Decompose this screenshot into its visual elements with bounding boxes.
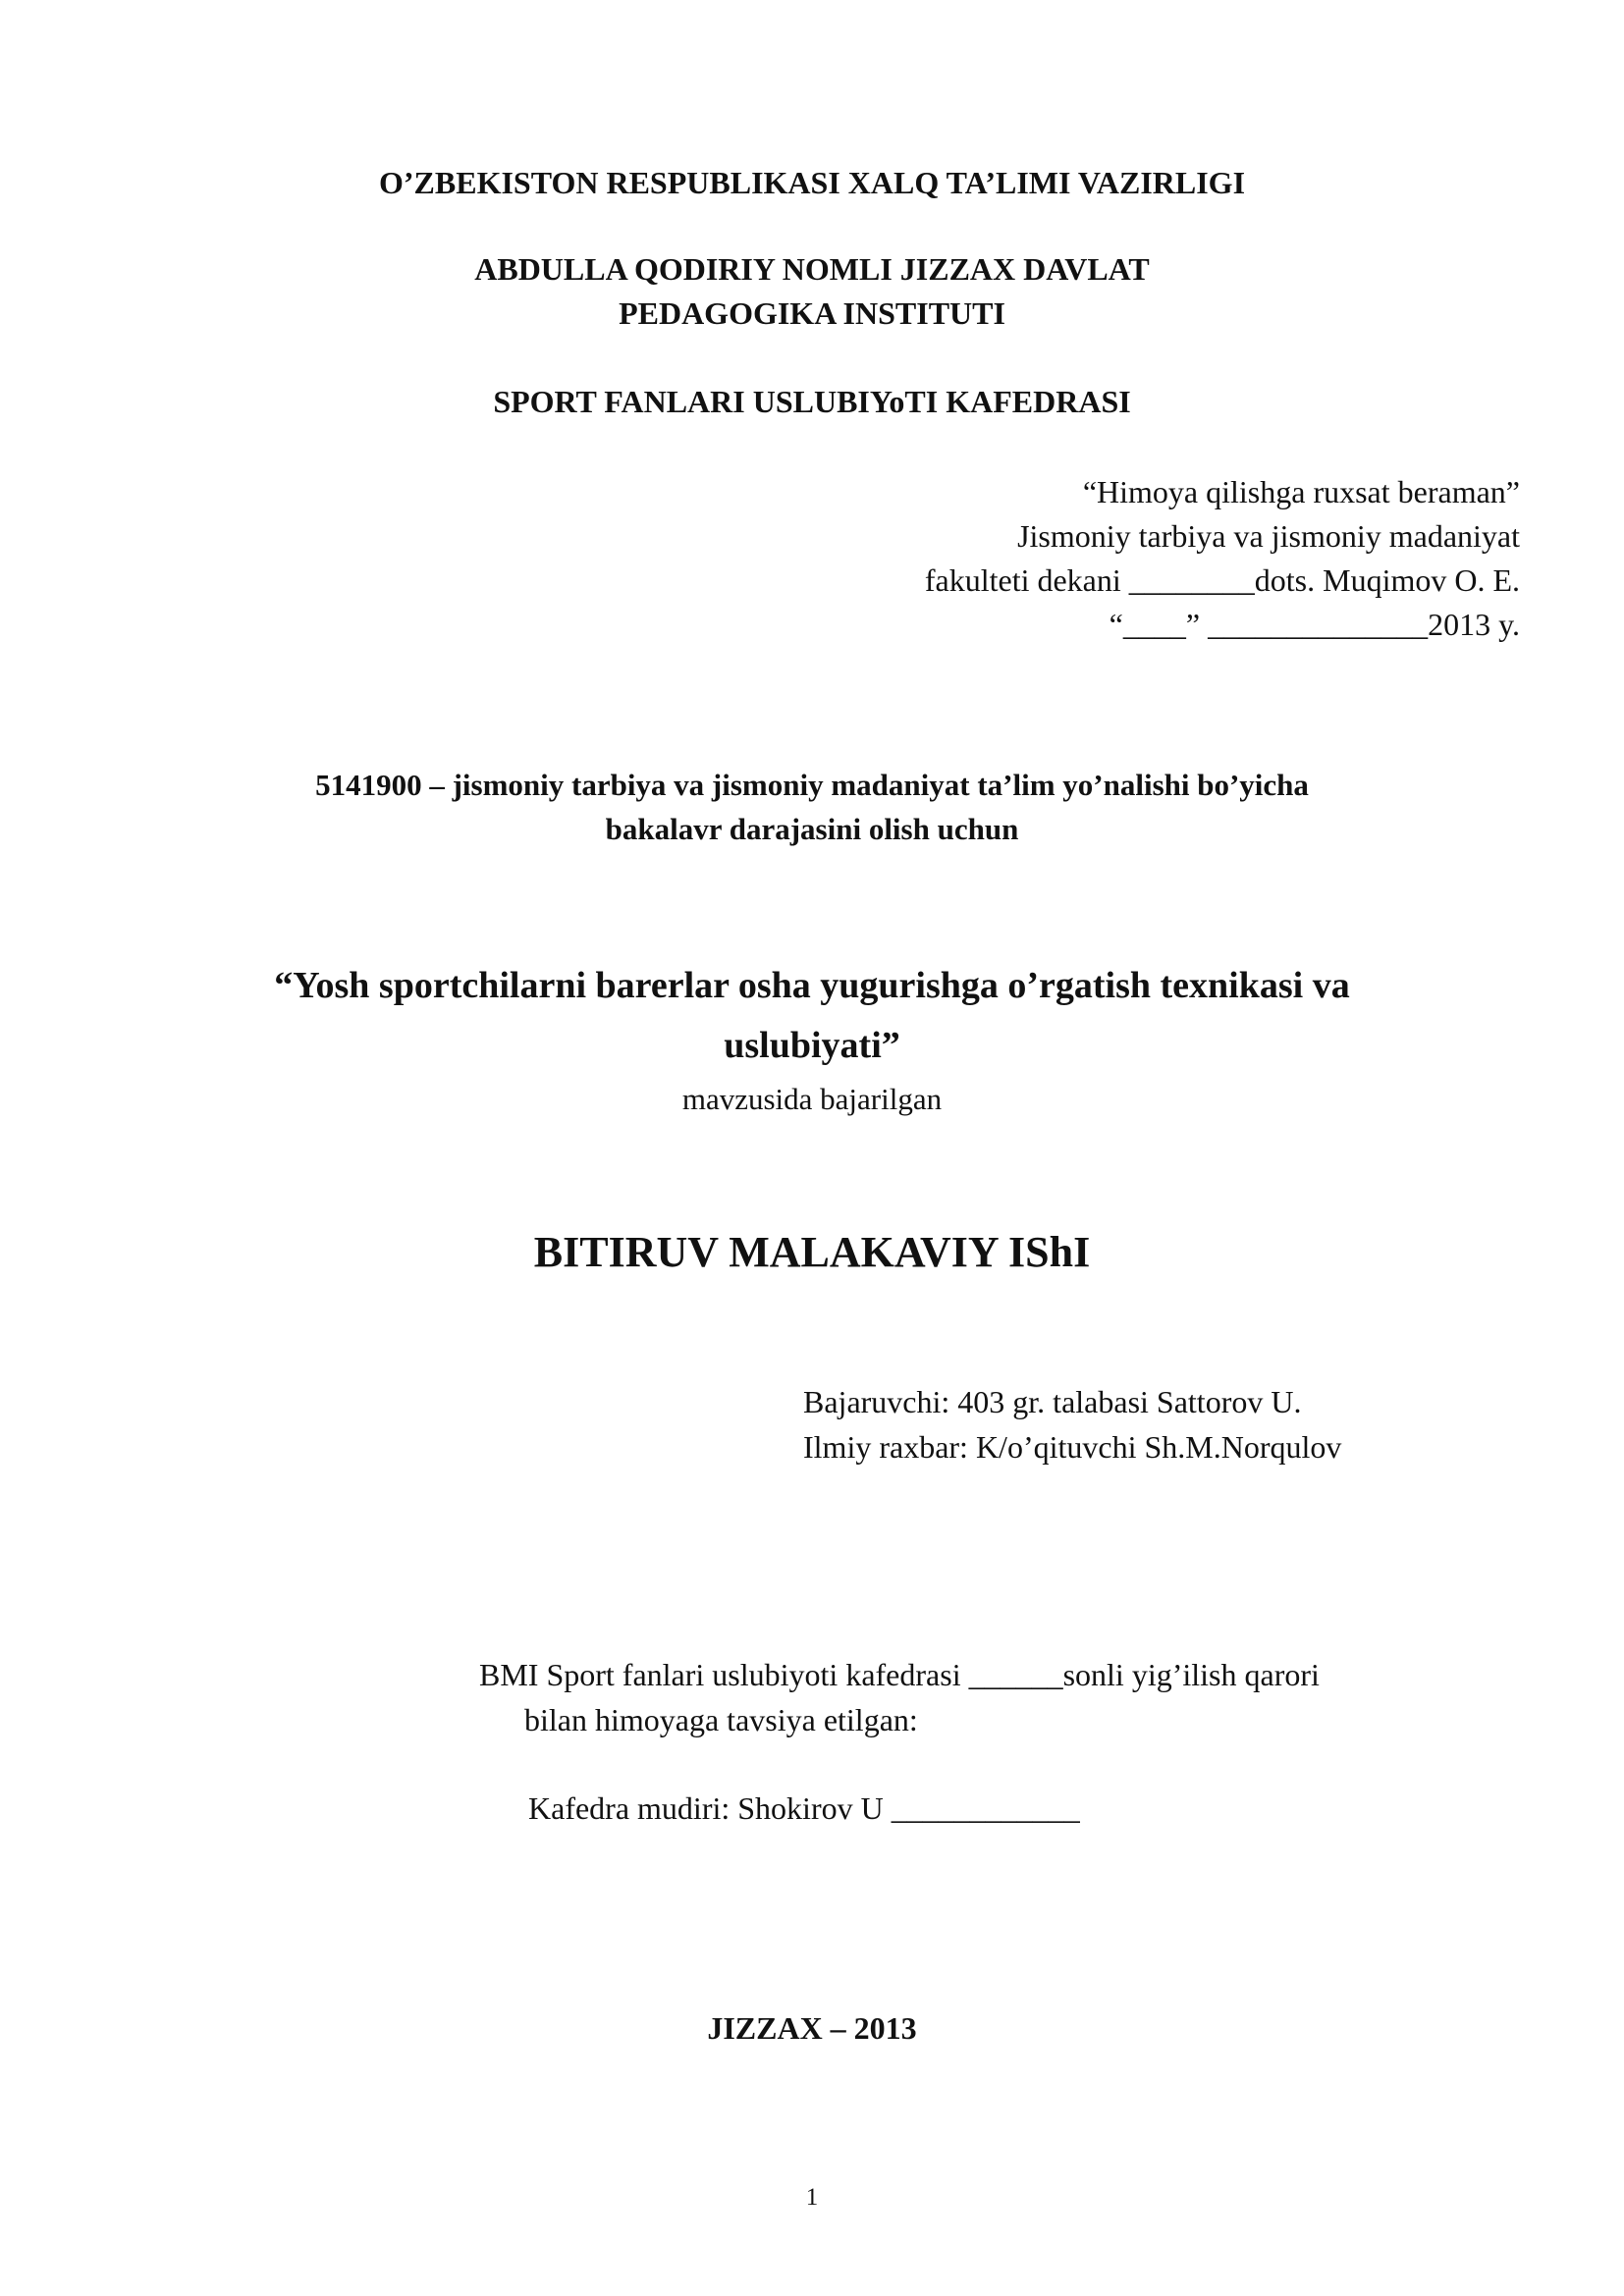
topic-title-line2: uslubiyati” xyxy=(724,1025,900,1066)
recommendation-line2: bilan himoyaga tavsiya etilgan: xyxy=(524,1702,918,1737)
topic-subtitle: mavzusida bajarilgan xyxy=(681,1082,943,1116)
recommendation-line1: BMI Sport fanlari uslubiyoti kafedrasi ______sonli yig’ilish qarori xyxy=(479,1657,1320,1692)
department-head-line: Kafedra mudiri: Shokirov U ____________ xyxy=(528,1790,1080,1826)
page-number: 1 xyxy=(805,2184,819,2211)
institute-name-line1: ABDULLA QODIRIY NOMLI JIZZAX DAVLAT xyxy=(474,251,1150,287)
place-year: JIZZAX – 2013 xyxy=(707,2010,917,2046)
department-heading: SPORT FANLARI USLUBIYoTI KAFEDRASI xyxy=(493,384,1131,419)
supervisor-line: Ilmiy raxbar: K/o’qituvchi Sh.M.Norqulov xyxy=(803,1429,1342,1465)
approval-line-faculty: Jismoniy tarbiya va jismoniy madaniyat xyxy=(1017,518,1520,554)
degree-line2: bakalavr darajasini olish uchun xyxy=(605,812,1019,846)
approval-line-dean: fakulteti dekani ________dots. Muqimov O. E. xyxy=(924,562,1520,598)
performer-line: Bajaruvchi: 403 gr. talabasi Sattorov U. xyxy=(803,1384,1302,1419)
approval-line-permission: “Himoya qilishga ruxsat beraman” xyxy=(1082,474,1520,509)
work-type-title: BITIRUV MALAKAVIY IShI xyxy=(533,1228,1091,1276)
ministry-heading: O’ZBEKISTON RESPUBLIKASI XALQ TA’LIMI VAZIRLIGI xyxy=(378,165,1246,200)
topic-title-line1: “Yosh sportchilarni barerlar osha yugurishga o’rgatish texnikasi va xyxy=(274,965,1350,1006)
degree-line1: 5141900 – jismoniy tarbiya va jismoniy madaniyat ta’lim yo’nalishi bo’yicha xyxy=(315,768,1309,802)
approval-line-date: “____” ______________2013 y. xyxy=(1109,607,1520,642)
institute-name-line2: PEDAGOGIKA INSTITUTI xyxy=(619,295,1005,331)
